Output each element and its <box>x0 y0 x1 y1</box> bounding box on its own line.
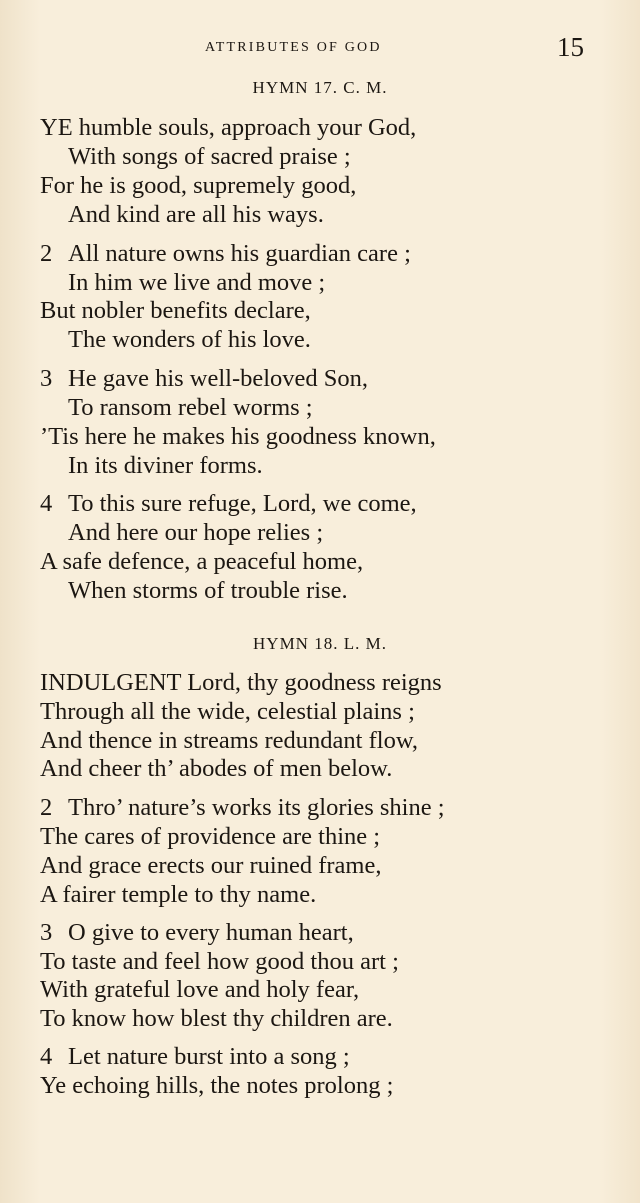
stanza-number: 4 <box>40 1043 53 1070</box>
hymn-17-stanza-3-line-2: To ransom rebel worms ; <box>68 394 313 421</box>
hymn-17-stanza-2-line-4: The wonders of his love. <box>68 326 311 353</box>
hymn-17-stanza-2-line-2: In him we live and move ; <box>68 269 326 296</box>
stanza-number: 3 <box>40 919 53 946</box>
hymn-18-stanza-3-line-1: 3 O give to every human heart, <box>40 919 354 946</box>
hymn-17-stanza-2-line-3: But nobler benefits declare, <box>40 297 311 324</box>
hymn-17-stanza-1-line-1: YE humble souls, approach your God, <box>40 114 417 141</box>
hymn-17-stanza-1-line-4: And kind are all his ways. <box>68 201 324 228</box>
hymn-18-stanza-3-line-4: To know how blest thy children are. <box>40 1005 393 1032</box>
hymn-18-stanza-4-line-1: 4 Let nature burst into a song ; <box>40 1043 350 1070</box>
stanza-number: 2 <box>40 794 53 821</box>
opening-word: INDULGENT <box>40 669 182 696</box>
hymn-18-stanza-1-line-2: Through all the wide, celestial plains ; <box>40 698 415 725</box>
hymn-17-heading: HYMN 17. C. M. <box>252 78 388 97</box>
stanza-number: 2 <box>40 240 53 267</box>
hymn-18-stanza-2-line-4: A fairer temple to thy name. <box>40 881 317 908</box>
hymn-18-heading: HYMN 18. L. M. <box>253 634 387 653</box>
hymn-18-stanza-2-line-1: 2 Thro’ nature’s works its glories shine ; <box>40 794 445 821</box>
hymn-17-stanza-4-line-2: And here our hope relies ; <box>68 519 324 546</box>
page-number: 15 <box>557 32 584 62</box>
hymn-18-stanza-3-line-3: With grateful love and holy fear, <box>40 976 360 1003</box>
running-title: ATTRIBUTES OF GOD <box>205 40 382 55</box>
stanza-number: 3 <box>40 365 53 392</box>
hymn-17-stanza-1-line-2: With songs of sacred praise ; <box>68 143 351 170</box>
hymn-17-stanza-1-line-3: For he is good, supremely good, <box>40 172 357 199</box>
hymn-18-stanza-2-line-3: And grace erects our ruined frame, <box>40 852 382 879</box>
hymn-17-stanza-4-line-3: A safe defence, a peaceful home, <box>40 548 364 575</box>
stanza-number: 4 <box>40 490 53 517</box>
opening-word: YE <box>40 114 73 141</box>
hymn-17-stanza-2-line-1: 2 All nature owns his guardian care ; <box>40 240 411 267</box>
hymn-17-stanza-3-line-1: 3 He gave his well-beloved Son, <box>40 365 369 392</box>
hymn-18-stanza-1-line-3: And thence in streams redundant flow, <box>40 727 419 754</box>
hymn-17-stanza-4-line-1: 4 To this sure refuge, Lord, we come, <box>40 490 417 517</box>
hymn-18-stanza-3-line-2: To taste and feel how good thou art ; <box>40 948 399 975</box>
running-head <box>0 32 640 62</box>
hymn-17-stanza-4-line-4: When storms of trouble rise. <box>68 577 348 604</box>
hymn-18-stanza-1-line-4: And cheer th’ abodes of men below. <box>40 755 393 782</box>
hymn-18-stanza-2-line-2: The cares of providence are thine ; <box>40 823 381 850</box>
hymn-17-stanza-3-line-4: In its diviner forms. <box>68 452 263 479</box>
hymn-17-stanza-3-line-3: ’Tis here he makes his goodness known, <box>40 423 436 450</box>
hymn-18-stanza-4-line-2: Ye echoing hills, the notes prolong ; <box>40 1072 394 1099</box>
hymn-18-stanza-1-line-1: INDULGENT Lord, thy goodness reigns <box>40 669 442 696</box>
